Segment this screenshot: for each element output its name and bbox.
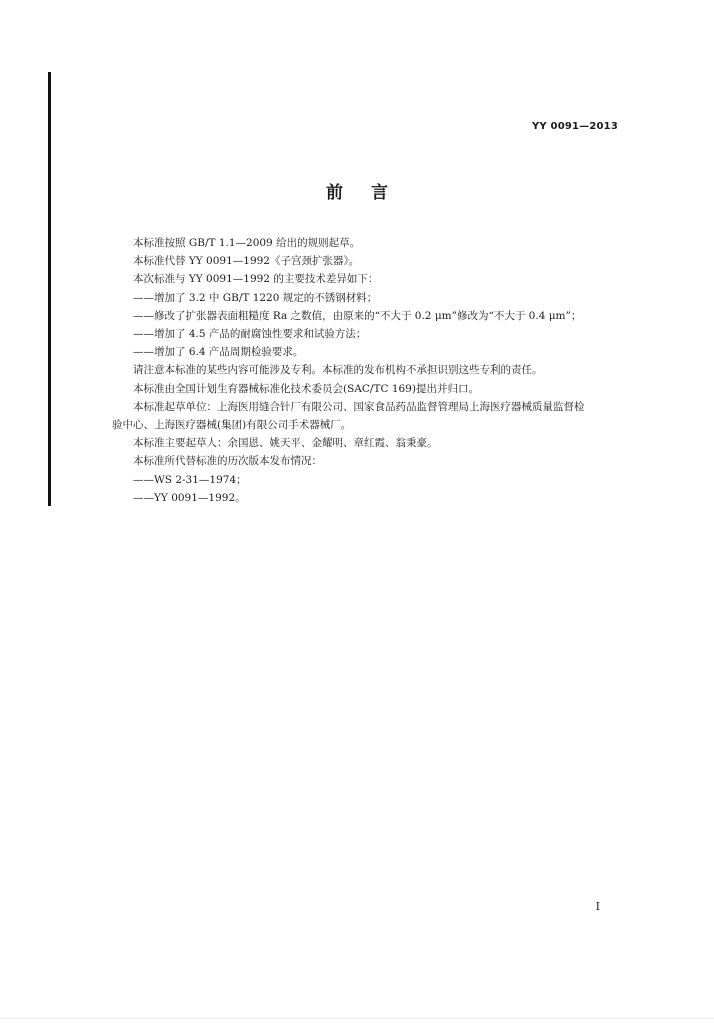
paragraph-history-intro: 本标准所代替标准的历次版本发布情况： bbox=[133, 455, 322, 468]
page-bottom-divider bbox=[0, 1018, 714, 1019]
paragraph-patent-notice: 请注意本标准的某些内容可能涉及专利。本标准的发布机构不承担识别这些专利的责任。 bbox=[133, 364, 543, 377]
paragraph-replaces: 本标准代替 YY 0091—1992《子宫颈扩张器》。 bbox=[133, 255, 360, 268]
paragraph-drafting-rules: 本标准按照 GB/T 1.1—2009 给出的规则起草。 bbox=[133, 237, 361, 249]
list-item-history-1: ——WS 2-31—1974； bbox=[133, 473, 247, 486]
standard-number: YY 0091—2013 bbox=[531, 121, 618, 132]
foreword-body bbox=[112, 234, 617, 507]
page-title: 前言 bbox=[326, 183, 416, 203]
paragraph-drafters: 本标准主要起草人：余国恩、姚天平、金耀明、章红霞、翁秉豪。 bbox=[133, 437, 438, 450]
paragraph-differences-intro: 本次标准与 YY 0091—1992 的主要技术差异如下： bbox=[133, 273, 379, 286]
list-item-difference-4: ——增加了 6.4 产品周期检验要求。 bbox=[133, 346, 304, 359]
list-item-difference-1: ——增加了 3.2 中 GB/T 1220 规定的不锈钢材料； bbox=[133, 291, 378, 304]
paragraph-drafting-units-cont: 验中心、上海医疗器械(集团)有限公司手术器械厂。 bbox=[112, 419, 352, 432]
list-item-history-2: ——YY 0091—1992。 bbox=[133, 491, 246, 504]
page-number: I bbox=[595, 900, 600, 913]
list-item-difference-2: ——修改了扩张器表面粗糙度 Ra 之数值，由原来的“不大于 0.2 μm”修改为“不大于 0.4 μm”； bbox=[133, 309, 582, 322]
paragraph-proposed-by: 本标准由全国计划生育器械标准化技术委员会(SAC/TC 169)提出并归口。 bbox=[133, 382, 479, 395]
list-item-difference-3: ——增加了 4.5 产品的耐腐蚀性要求和试验方法； bbox=[133, 328, 367, 341]
margin-bar bbox=[48, 72, 51, 506]
paragraph-drafting-units: 本标准起草单位：上海医用缝合针厂有限公司、国家食品药品监督管理局上海医疗器械质量监督检 bbox=[133, 400, 585, 413]
